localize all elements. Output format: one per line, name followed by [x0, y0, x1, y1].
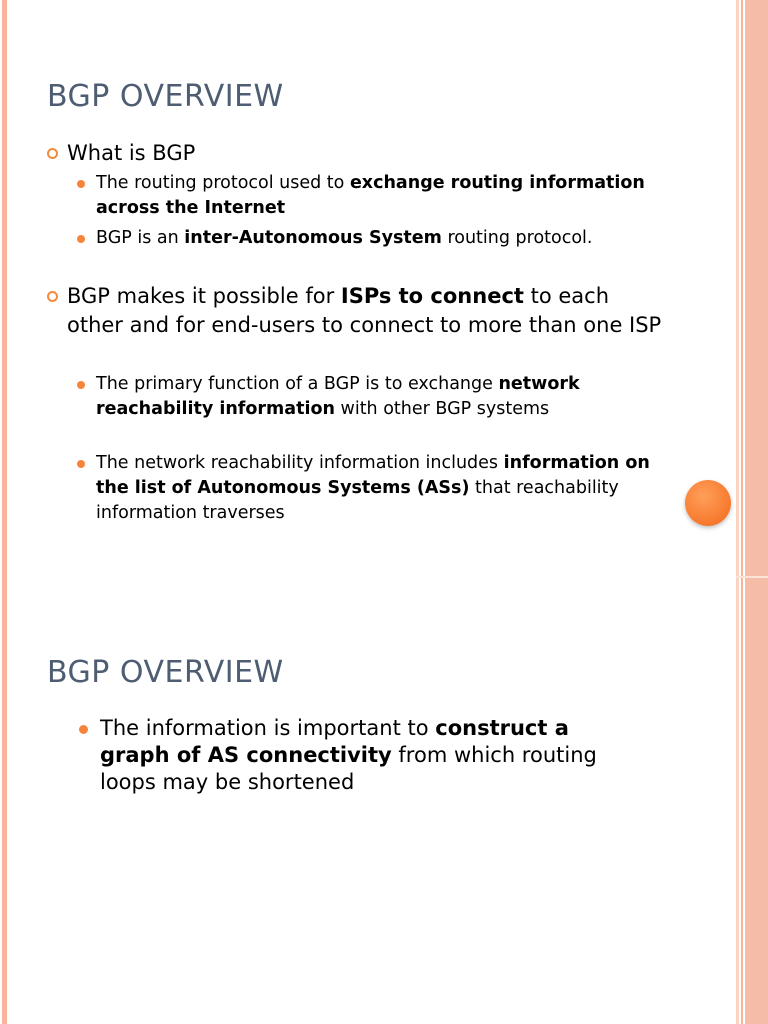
bullet-text: that reachability information traverses [96, 478, 619, 523]
bullet-text: The network reachability information includes [96, 453, 504, 473]
bullet-text: BGP is an [96, 228, 185, 248]
bullet-text: The routing protocol used to [96, 173, 350, 193]
bullet-bold-text: network reachability information [96, 374, 580, 419]
sub-bullet-inter-as [96, 226, 616, 251]
right-decorative-border [736, 0, 768, 1024]
sub-bullet-routing-protocol [96, 171, 656, 221]
dot-bullet-icon [77, 381, 85, 389]
slide-title: BGP OVERVIEW [47, 79, 284, 114]
bullet-bold-text: ISPs to connect [340, 284, 524, 308]
dot-bullet-icon [77, 460, 85, 468]
sub-bullet-primary-function [96, 372, 666, 422]
dot-bullet-icon [77, 180, 85, 188]
bullet-text: to each other and for end-users to connect to more than one ISP [67, 284, 662, 337]
bullet-bold-text: exchange routing information across the Internet [96, 173, 645, 218]
border-stripe [745, 0, 768, 1024]
dot-bullet-icon [77, 235, 85, 243]
border-stripe [741, 0, 743, 1024]
slide-2 [0, 578, 740, 1024]
bullet-bold-text: inter-Autonomous System [184, 228, 442, 248]
bullet-text: What is BGP [67, 141, 196, 165]
bullet-text: The information is important to [100, 716, 436, 740]
bullet-what-is-bgp [67, 139, 667, 168]
bullet-construct-graph [100, 715, 640, 796]
bullet-bold-text: information on the list of Autonomous Systems (ASs) [96, 453, 650, 498]
bullet-text: The primary function of a BGP is to exchange [96, 374, 499, 394]
bullet-text: from which routing loops may be shortened [100, 743, 597, 794]
bullet-bold-text: construct a graph of AS connectivity [100, 716, 569, 767]
sub-bullet-reachability-info [96, 451, 666, 526]
hollow-bullet-icon [47, 148, 58, 159]
dot-bullet-icon [79, 725, 88, 734]
hollow-bullet-icon [47, 291, 58, 302]
slide-seam [736, 576, 768, 578]
bullet-text: BGP makes it possible for [67, 284, 341, 308]
bullet-text: routing protocol. [441, 228, 593, 248]
bullet-isps-connect [67, 282, 667, 340]
bullet-text: with other BGP systems [334, 399, 550, 419]
slide-title: BGP OVERVIEW [47, 655, 284, 690]
